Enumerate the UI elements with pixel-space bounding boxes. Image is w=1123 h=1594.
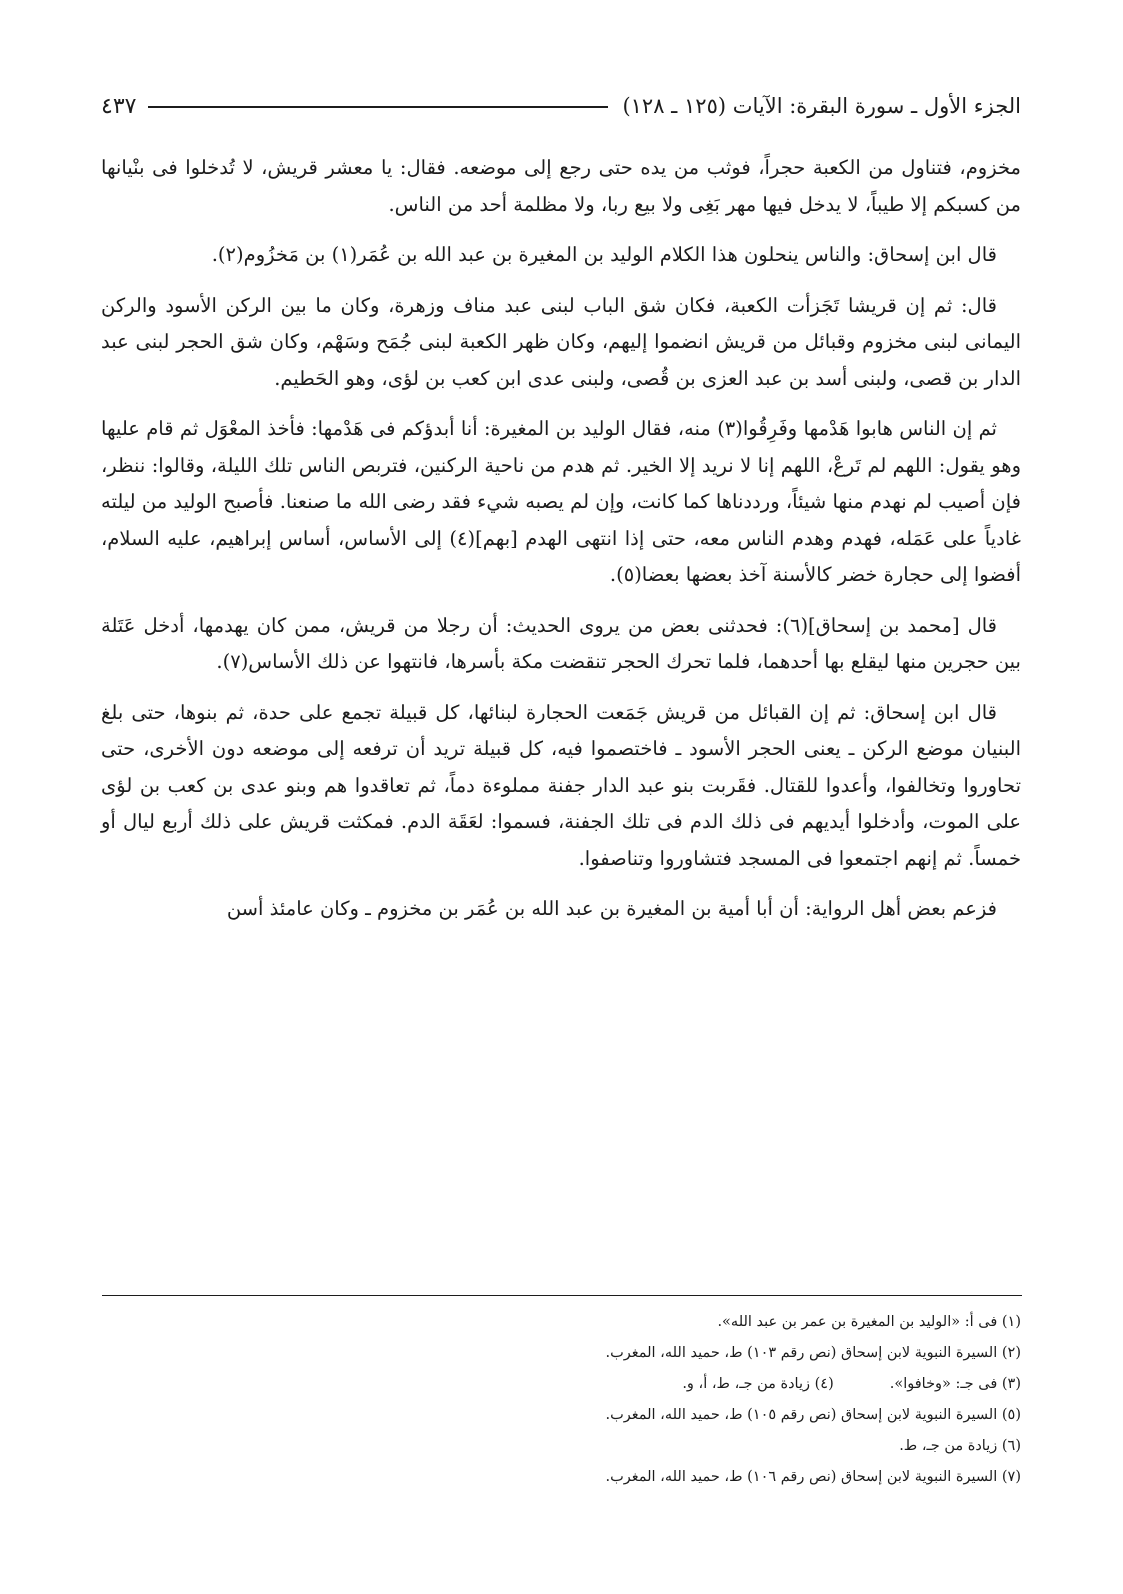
paragraph: فزعم بعض أهل الرواية: أن أبا أمية بن المغيرة بن عبد الله بن عُمَر بن مخزوم ـ وكان عامئذ أسن — [226, 897, 997, 920]
footnotes — [101, 1307, 1021, 1493]
main-text — [101, 150, 1021, 942]
footnote-1: (١) فى أ: «الوليد بن المغيرة بن عمر بن عبد الله». — [717, 1314, 1021, 1330]
header-rule — [148, 106, 608, 108]
footnote-4: (٤) زيادة من جـ، ط، أ، و. — [682, 1376, 834, 1392]
running-header — [101, 86, 1021, 126]
footnote-3: (٣) فى جـ: «وخافوا». — [889, 1376, 1021, 1392]
paragraph: ثم إن الناس هابوا هَدْمها وفَرِقُوا(٣) منه، فقال الوليد بن المغيرة: أنا أبدؤكم فى هَدْمها: فأخذ المعْوَل ثم قام عليها وهو يقول: اللهم لم تَرعْ، اللهم إنا لا نريد إلا الخير. ثم هدم من ناحية الركنين، فتربص الناس تلك الليلة، وقالوا: ننظر، فإن أصيب لم نهدم منها شيئاً، ورددناها كما كانت، وإن لم يصبه شيء فقد رضى الله ما صنعنا. فأصبح الوليد من ليلته غادياً على عَمَله، فهدم وهدم الناس معه، حتى إذا انتهى الهدم [بهم](٤) إلى الأساس، أساس إبراهيم، عليه السلام، أفضوا إلى حجارة خضر كالأسنة آخذ بعضها بعضا(٥). — [101, 417, 1021, 586]
footnote-separator — [102, 1295, 1022, 1296]
paragraph: قال [محمد بن إسحاق](٦): فحدثنى بعض من يروى الحديث: أن رجلا من قريش، ممن كان يهدمها، أدخل عَتَلة بين حجرين منها ليقلع بها أحدهما، فلما تحرك الحجر تنقضت مكة بأسرها، فانتهوا عن ذلك الأساس(٧). — [101, 613, 1021, 673]
paragraph: قال ابن إسحاق: ثم إن القبائل من قريش جَمَعت الحجارة لبنائها، كل قبيلة تجمع على حدة، ثم بنوها، حتى بلغ البنيان موضع الركن ـ يعنى الحجر الأسود ـ فاختصموا فيه، كل قبيلة تريد أن ترفعه إلى موضعه دون الأخرى، حتى تحاوروا وتخالفوا، وأعدوا للقتال. فقَربت بنو عبد الدار جفنة مملوءة دماً، ثم تعاقدوا هم وبنو عدى بن كعب بن لؤى على الموت، وأدخلوا أيديهم فى ذلك الدم فى تلك الجفنة، فسموا: لعَقَة الدم. فمكثت قريش على ذلك أربع ليال أو خمساً. ثم إنهم اجتمعوا فى المسجد فتشاوروا وتناصفوا. — [101, 700, 1022, 870]
footnote-2: (٢) السيرة النبوية لابن إسحاق (نص رقم ١٠٣) ط، حميد الله، المغرب. — [605, 1345, 1021, 1361]
paragraph: قال: ثم إن قريشا تَجَزأت الكعبة، فكان شق الباب لبنى عبد مناف وزهرة، وكان ما بين الركن الأسود والركن اليمانى لبنى مخزوم وقبائل من قريش انضموا إليهم، وكان ظهر الكعبة لبنى جُمَح وسَهْم، وكان شق الحجر لبنى عبد الدار بن قصى، ولبنى أسد بن عبد العزى بن قُصى، ولبنى عدى ابن كعب بن لؤى، وهو الحَطيم. — [101, 293, 1021, 390]
footnote-5: (٥) السيرة النبوية لابن إسحاق (نص رقم ١٠٥) ط، حميد الله، المغرب. — [605, 1407, 1021, 1423]
footnote-6: (٦) زيادة من جـ، ط. — [899, 1438, 1021, 1454]
footnote-7: (٧) السيرة النبوية لابن إسحاق (نص رقم ١٠٦) ط، حميد الله، المغرب. — [605, 1469, 1021, 1485]
paragraph: مخزوم، فتناول من الكعبة حجراً، فوثب من يده حتى رجع إلى موضعه. فقال: يا معشر قريش، لا تُدخلوا فى بنْيانها من كسبكم إلا طيباً، لا يدخل فيها مهر بَغِى ولا بيع ربا، ولا مظلمة أحد من الناس. — [101, 156, 1021, 216]
paragraph: قال ابن إسحاق: والناس ينحلون هذا الكلام الوليد بن المغيرة بن عبد الله بن عُمَر(١) بن مَخزُوم(٢). — [211, 243, 997, 266]
running-title: الجزء الأول ـ سورة البقرة: الآيات (١٢٥ ـ ١٢٨) — [622, 94, 1021, 118]
page-number: ٤٣٧ — [101, 93, 137, 119]
footnote-row-3-4 — [101, 1369, 1021, 1400]
